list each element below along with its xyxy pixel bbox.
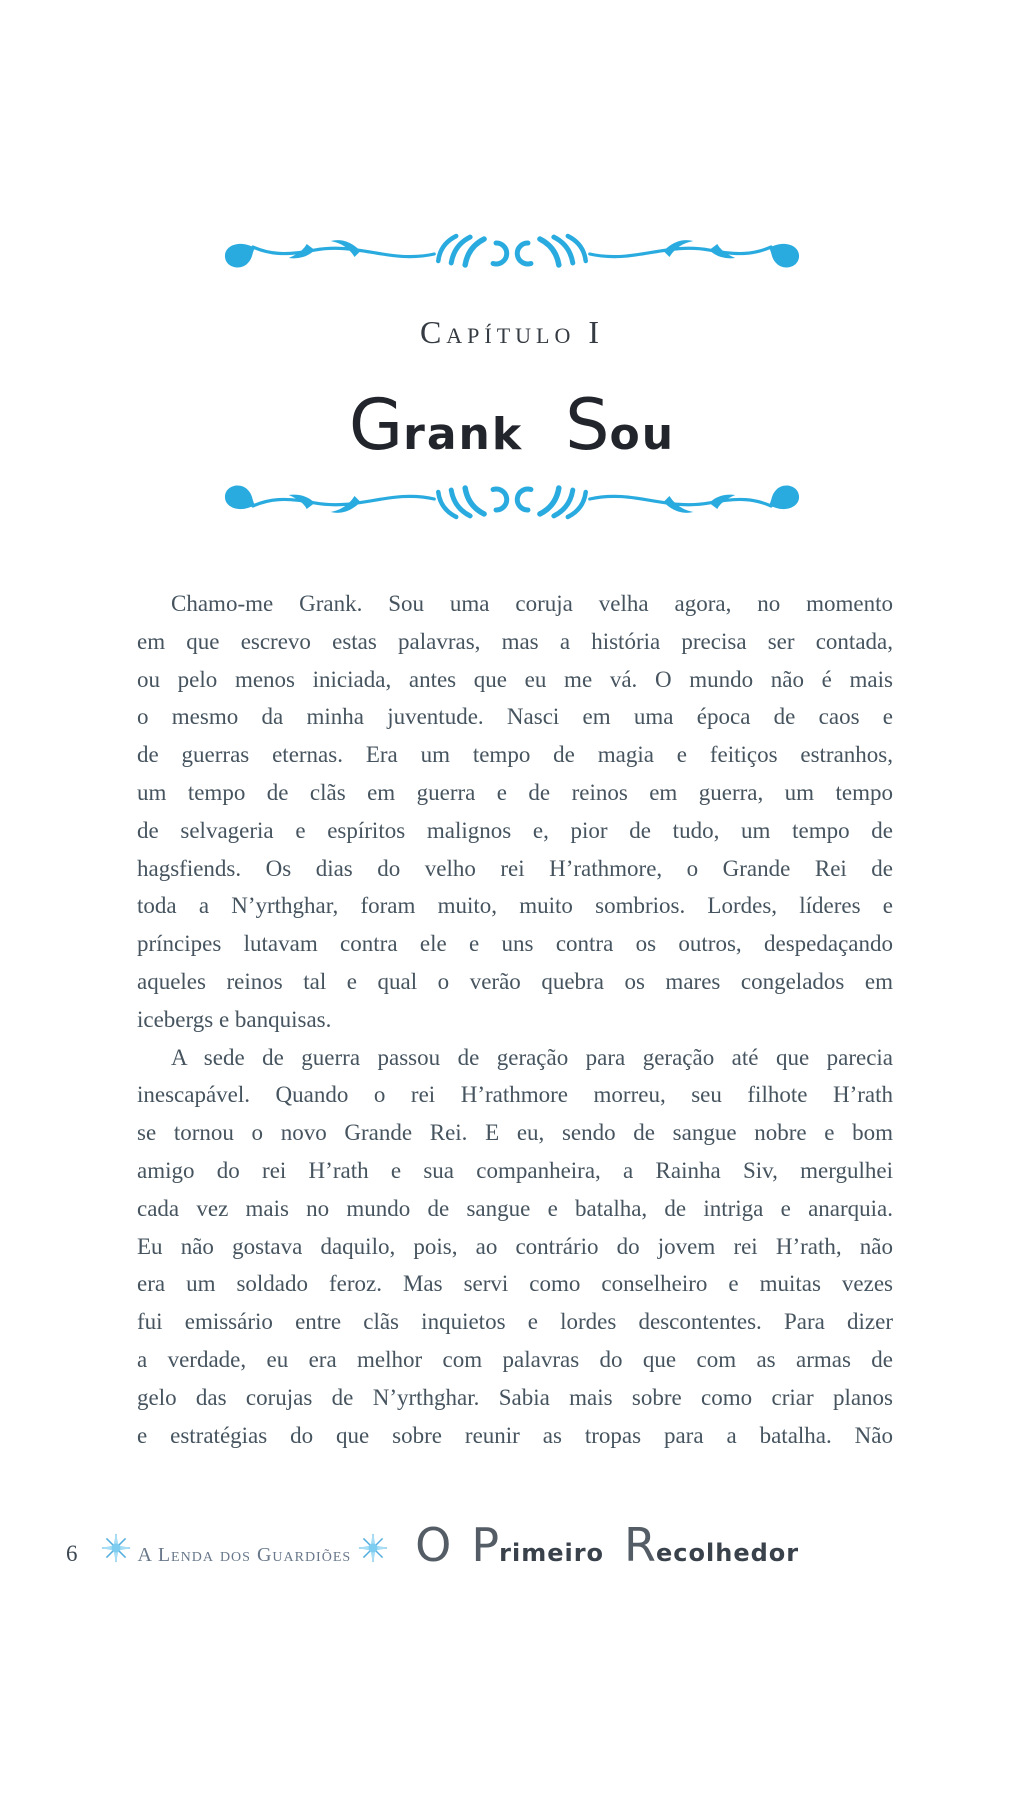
text-line: hagsfiends. Os dias do velho rei H’rathmore, o Grande Rei de [137,855,893,881]
text-line: se tornou o novo Grande Rei. E eu, sendo de sangue nobre e bom [137,1120,893,1146]
text-line: um tempo de clãs em guerra e de reinos em guerra, um tempo [137,779,893,805]
book-title-word-recolhedor: Recolhedor [624,1518,800,1572]
text-line: Eu não gostava daquilo, pois, ao contrário do jovem rei H’rath, não [137,1233,893,1259]
snowflake-icon [356,1531,390,1565]
text-line: príncipes lutavam contra ele e uns contra os outros, despedaçando [137,931,893,957]
snowflake-icon [99,1531,133,1565]
text-line: A sede de guerra passou de geração para geração até que parecia [171,1044,893,1070]
text-line: Chamo-me Grank. Sou uma coruja velha agora, no momento [171,591,893,616]
text-line: cada vez mais no mundo de sangue e batalha, de intriga e anarquia. [137,1195,893,1221]
title-word-sou: Sou [565,384,676,466]
book-title [415,1518,819,1572]
text-line: gelo das corujas de N’yrthghar. Sabia mais sobre como criar planos [137,1384,893,1410]
text-line: fui emissário entre clãs inquietos e lordes descontentes. Para dizer [137,1309,893,1335]
text-line: a verdade, eu era melhor com palavras do que com as armas de [137,1346,893,1372]
text-line: de selvageria e espíritos malignos e, pior de tudo, um tempo de [137,817,893,843]
text-line: icebergs e banquisas. [137,1006,332,1032]
text-line: era um soldado feroz. Mas servi como conselheiro e muitas vezes [137,1271,893,1297]
book-title-word-primeiro: Primeiro [471,1518,605,1572]
text-line: aqueles reinos tal e qual o verão quebra os mares congelados em [137,968,893,994]
text-line: de guerras eternas. Era um tempo de magia e feitiços estranhos, [137,742,893,768]
text-line: e estratégias do que sobre reunir as tropas para a batalha. Não [137,1422,893,1448]
chapter-heading: Capítulo I [419,314,605,350]
chapter-title [0,380,1024,489]
text-line: amigo do rei H’rath e sua companheira, a Rainha Siv, mergulhei [137,1157,893,1183]
flourish-ornament-top [223,230,801,276]
page-number: 6 [66,1541,78,1566]
body-text [137,585,893,1454]
series-title: A Lenda dos Guardiões [137,1544,352,1566]
page-footer [66,1518,966,1572]
text-line: inescapável. Quando o rei H’rathmore morreu, seu filhote H’rath [137,1082,893,1108]
book-title-word-o: O [415,1518,452,1572]
flourish-ornament-bottom [223,477,801,523]
text-line: ou pelo menos iniciada, antes que eu me vá. O mundo não é mais [137,666,893,692]
text-line: toda a N’yrthghar, foram muito, muito sombrios. Lordes, líderes e [137,893,893,919]
text-line: em que escrevo estas palavras, mas a história precisa ser contada, [137,628,893,654]
text-line: o mesmo da minha juventude. Nasci em uma época de caos e [137,704,893,730]
title-word-grank: Grank [348,384,524,466]
